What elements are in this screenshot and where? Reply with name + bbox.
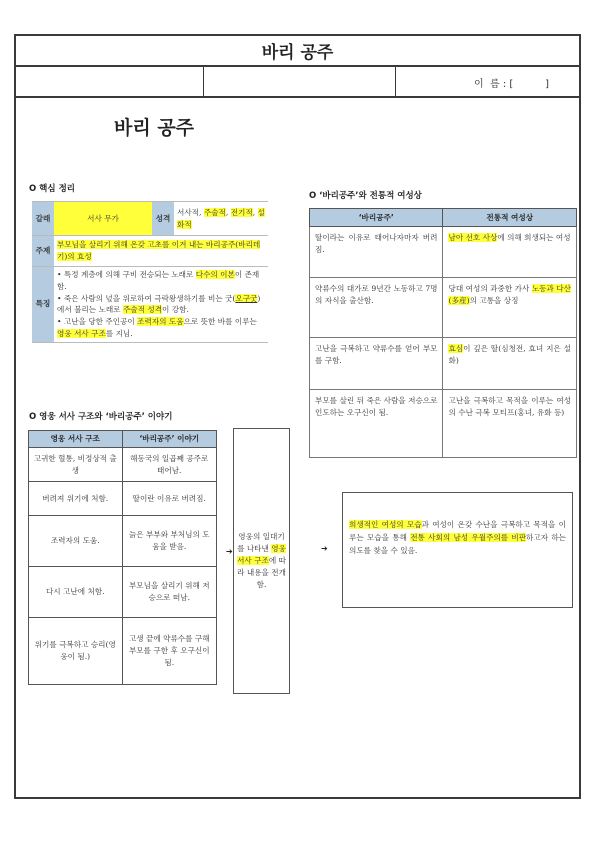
feature-item: • 고난을 당한 주인공이 조력자의 도움으로 뜻한 바를 이루는 영웅 서사 구조를 지님. <box>57 317 257 338</box>
hero-col-story: ‘바리공주’ 이야기 <box>122 431 217 448</box>
hero-structure-cell: 다시 고난에 처함. <box>29 567 123 618</box>
hero-story-cell: 늙은 부부와 부처님의 도움을 받음. <box>122 516 217 567</box>
traditional-cell: 당대 여성의 과중한 가사 노동과 다산(多産)의 고통을 상징 <box>443 278 577 338</box>
bari-cell: 부모를 살린 뒤 죽은 사람을 저승으로 인도하는 오구신이 됨. <box>310 390 443 458</box>
hero-col-structure: 영웅 서사 구조 <box>29 431 123 448</box>
feature-item: • 특정 계층에 의해 구비 전승되는 노래로 다수의 이본이 존재함. <box>57 270 260 291</box>
woman-col-traditional: 전통적 여성상 <box>443 209 577 227</box>
woman-section-title: O ‘바리공주’와 전통적 여성상 <box>309 191 422 201</box>
woman-col-bari: ‘바리공주’ <box>310 209 443 227</box>
woman-image-table <box>309 208 577 458</box>
core-section-title: O 핵심 정리 <box>29 184 75 194</box>
header-info-row <box>16 67 579 98</box>
feature-list <box>54 267 268 343</box>
header-cell-2 <box>204 67 396 96</box>
traditional-cell: 남아 선호 사상에 의해 희생되는 여성 <box>443 227 577 278</box>
traditional-cell: 고난을 극복하고 목적을 이루는 여성의 수난 극복 모티프(홍녀, 유화 등) <box>443 390 577 458</box>
bari-cell: 고난을 극복하고 약류수를 얻어 부모를 구함. <box>310 338 443 390</box>
header-cell-1 <box>16 67 204 96</box>
table-row <box>310 278 577 338</box>
name-field[interactable]: 이 름 : [ ] <box>474 79 549 90</box>
nature-value: 서사적, 주술적, 전기적, 설화적 <box>174 202 268 236</box>
arrow-right-icon: ➔ <box>321 544 328 553</box>
table-row <box>29 482 217 516</box>
hero-structure-cell: 조력자의 도움. <box>29 516 123 567</box>
genre-value: 서사 무가 <box>54 202 152 236</box>
hero-structure-cell: 버려져 위기에 처함. <box>29 482 123 516</box>
theme-value: 부모님을 살리기 위해 온갖 고초를 이겨 내는 바리공주(바리데기)의 효성 <box>54 236 268 267</box>
hero-story-cell: 딸이란 이유로 버려짐. <box>122 482 217 516</box>
hero-story-cell: 부모님을 살리기 위해 저승으로 떠남. <box>122 567 217 618</box>
arrow-right-icon: ➔ <box>226 547 233 556</box>
hero-story-cell: 해동국의 일곱째 공주로 태어남. <box>122 448 217 482</box>
bari-cell: 딸이라는 이유로 태어나자마자 버려짐. <box>310 227 443 278</box>
conclusion-box: 희생적인 여성의 모습과 여성이 온갖 수난을 극복하고 목적을 이루는 모습을 통해 전통 사회의 남성 우월주의를 비판하고자 하는 의도를 찾을 수 있음. <box>342 492 573 608</box>
worksheet-title: 바리 공주 <box>16 36 579 67</box>
bari-cell: 약류수의 대가로 9년간 노동하고 7명의 자식을 출산함. <box>310 278 443 338</box>
traditional-cell: 효심이 깊은 딸(심청전, 효녀 지은 설화) <box>443 338 577 390</box>
genre-label: 갈래 <box>32 202 54 236</box>
table-row <box>29 516 217 567</box>
table-row <box>310 338 577 390</box>
nature-label: 성격 <box>152 202 174 236</box>
table-row <box>310 390 577 458</box>
table-row <box>29 567 217 618</box>
main-title: 바리 공주 <box>114 117 195 139</box>
feature-item: • 죽은 사람의 넋을 위로하여 극락왕생하기를 비는 굿(오구굿)에서 불리는 노래로 주술적 성격이 강함. <box>57 293 261 315</box>
hero-story-cell: 고생 끝에 약류수를 구해 부모를 구한 후 오구신이 됨. <box>122 618 217 685</box>
hero-structure-table <box>28 430 217 685</box>
hero-structure-cell: 위기를 극복하고 승리(영웅이 됨.) <box>29 618 123 685</box>
table-row <box>310 227 577 278</box>
hero-section-title: O 영웅 서사 구조와 ‘바리공주’ 이야기 <box>29 412 173 422</box>
theme-label: 주제 <box>32 236 54 267</box>
feature-label: 특징 <box>32 267 54 343</box>
core-summary-table <box>32 201 268 343</box>
hero-structure-cell: 고귀한 혈통, 비정상적 출생 <box>29 448 123 482</box>
table-row <box>29 448 217 482</box>
hero-note-box: 영웅의 일대기를 나타낸 영웅 서사 구조에 따라 내용을 전개함. <box>233 428 290 694</box>
table-row <box>29 618 217 685</box>
